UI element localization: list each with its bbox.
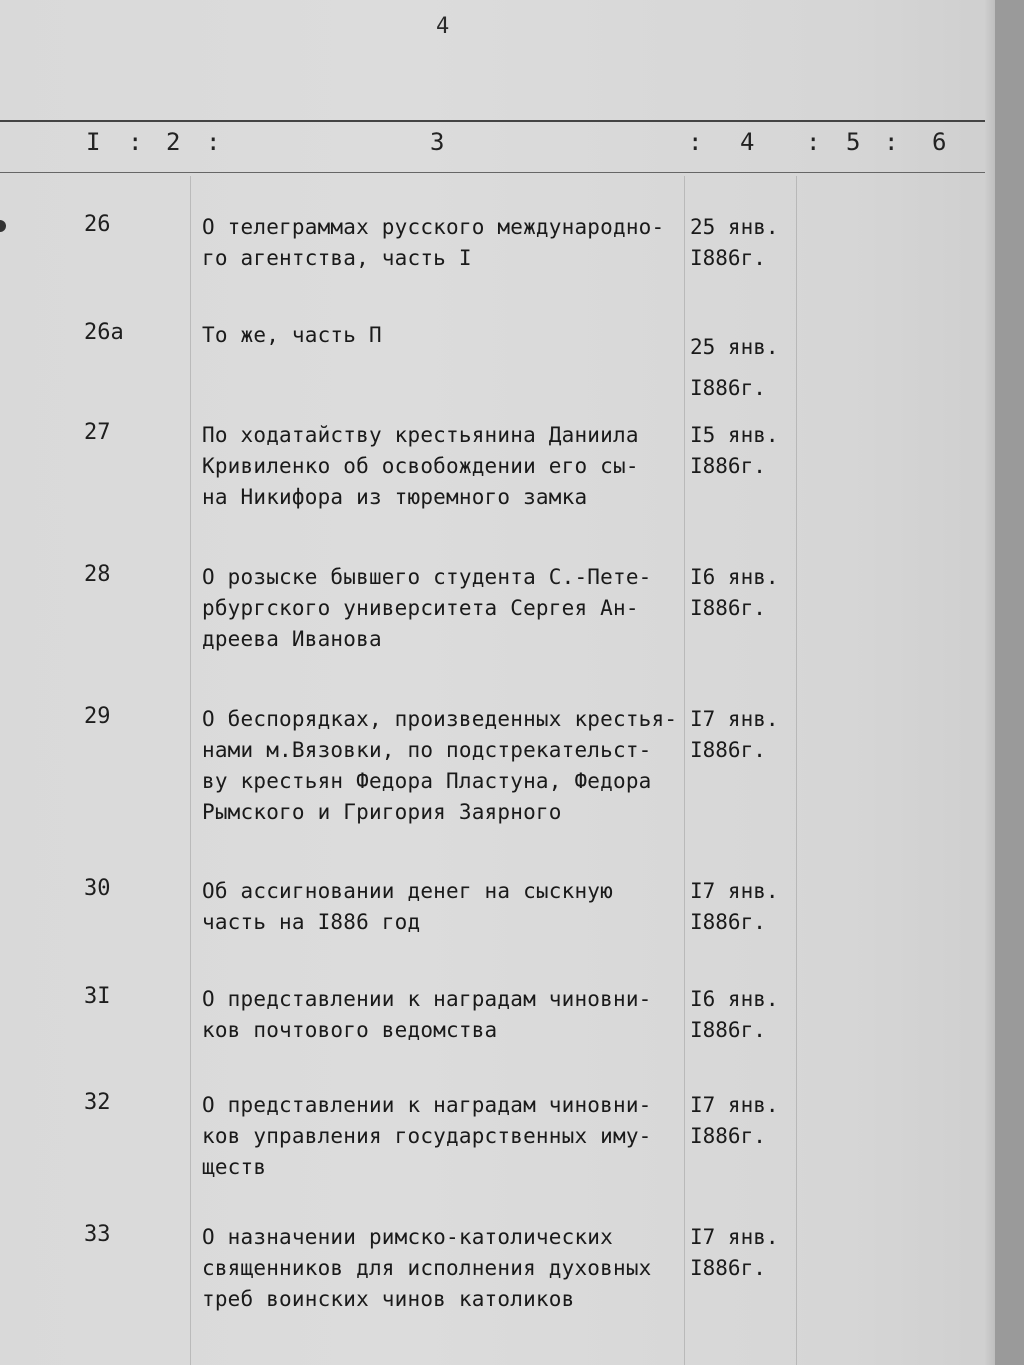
record-title-line: Об ассигновании денег на сыскную — [202, 879, 613, 903]
record-title — [202, 420, 692, 513]
record-title-line: О представлении к наградам чиновни- — [202, 1093, 652, 1117]
record-date-line: I886г. — [690, 596, 766, 620]
col-header-1: I — [86, 128, 101, 156]
record-title-line: О беспорядках, произведенных крестья- — [202, 707, 678, 731]
record-title — [202, 1090, 692, 1183]
col-header-sep: : — [128, 128, 143, 156]
record-number: 33 — [84, 1222, 111, 1247]
record-title-line: О розыске бывшего студента С.-Пете- — [202, 565, 652, 589]
record-title — [202, 562, 692, 655]
record-number: 27 — [84, 420, 111, 445]
record-title-line: на Никифора из тюремного замка — [202, 485, 588, 509]
record-title-line: О представлении к наградам чиновни- — [202, 987, 652, 1011]
record-date — [690, 562, 800, 624]
record-date — [690, 1222, 800, 1284]
record-title-line: рбургского университета Сергея Ан- — [202, 596, 639, 620]
record-date — [690, 212, 800, 274]
record-date-line: I886г. — [690, 1124, 766, 1148]
col-header-sep: : — [806, 128, 821, 156]
record-title — [202, 1222, 692, 1315]
record-date — [690, 332, 800, 404]
record-title — [202, 984, 692, 1046]
record-number: 3I — [84, 984, 111, 1009]
record-date-line: I5 янв. — [690, 423, 779, 447]
record-date-line: I7 янв. — [690, 707, 779, 731]
record-title — [202, 320, 692, 351]
record-date-line: 25 янв. — [690, 335, 779, 359]
record-title-line: часть на I886 год — [202, 910, 421, 934]
binder-hole — [0, 220, 6, 232]
col-header-2: 2 — [166, 128, 181, 156]
record-date-line: I6 янв. — [690, 987, 779, 1011]
record-title-line: ков управления государственных иму- — [202, 1124, 652, 1148]
record-date — [690, 876, 800, 938]
record-date — [690, 984, 800, 1046]
record-date-line: I886г. — [690, 376, 766, 400]
record-title-line: Рымского и Григория Заярного — [202, 800, 562, 824]
record-title — [202, 212, 692, 274]
record-date-line: I7 янв. — [690, 1093, 779, 1117]
col-header-sep: : — [206, 128, 221, 156]
record-title-line: священников для исполнения духовных — [202, 1256, 652, 1280]
col-header-sep: : — [884, 128, 899, 156]
page-number: 4 — [436, 14, 450, 39]
record-date-line: 25 янв. — [690, 215, 779, 239]
record-title-line: То же, часть П — [202, 323, 382, 347]
record-date-line: I886г. — [690, 454, 766, 478]
record-title-line: По ходатайству крестьянина Даниила — [202, 423, 639, 447]
record-date-line: I886г. — [690, 1256, 766, 1280]
column-divider — [190, 176, 191, 1365]
record-date-line: I6 янв. — [690, 565, 779, 589]
col-header-4: 4 — [740, 128, 755, 156]
record-date — [690, 1090, 800, 1152]
col-header-6: 6 — [932, 128, 947, 156]
record-date-line: I886г. — [690, 246, 766, 270]
record-title-line: ществ — [202, 1155, 267, 1179]
record-date — [690, 420, 800, 482]
record-date — [690, 704, 800, 766]
record-date-line: I886г. — [690, 910, 766, 934]
record-date-line: I7 янв. — [690, 1225, 779, 1249]
record-title — [202, 704, 692, 828]
record-title-line: ву крестьян Федора Пластуна, Федора — [202, 769, 652, 793]
header-top-rule — [0, 120, 985, 122]
header-bottom-rule — [0, 172, 985, 173]
record-number: 29 — [84, 704, 111, 729]
record-number: 30 — [84, 876, 111, 901]
record-number: 26 — [84, 212, 111, 237]
record-title — [202, 876, 692, 938]
record-title-line: нами м.Вязовки, по подстрекательст- — [202, 738, 652, 762]
record-number: 28 — [84, 562, 111, 587]
record-title-line: ков почтового ведомства — [202, 1018, 498, 1042]
col-header-5: 5 — [846, 128, 861, 156]
record-date-line: I886г. — [690, 1018, 766, 1042]
col-header-sep: : — [688, 128, 703, 156]
record-title-line: О назначении римско-католических — [202, 1225, 613, 1249]
column-header-row — [0, 128, 985, 164]
record-title-line: дреева Иванова — [202, 627, 382, 651]
record-title-line: треб воинских чинов католиков — [202, 1287, 575, 1311]
record-title-line: О телеграммах русского международно- — [202, 215, 665, 239]
record-number: 32 — [84, 1090, 111, 1115]
record-date-line: I886г. — [690, 738, 766, 762]
record-title-line: го агентства, часть I — [202, 246, 472, 270]
record-title-line: Кривиленко об освобождении его сы- — [202, 454, 639, 478]
page-edge — [985, 0, 995, 1365]
col-header-3: 3 — [430, 128, 445, 156]
record-number: 26а — [84, 320, 124, 345]
record-date-line: I7 янв. — [690, 879, 779, 903]
